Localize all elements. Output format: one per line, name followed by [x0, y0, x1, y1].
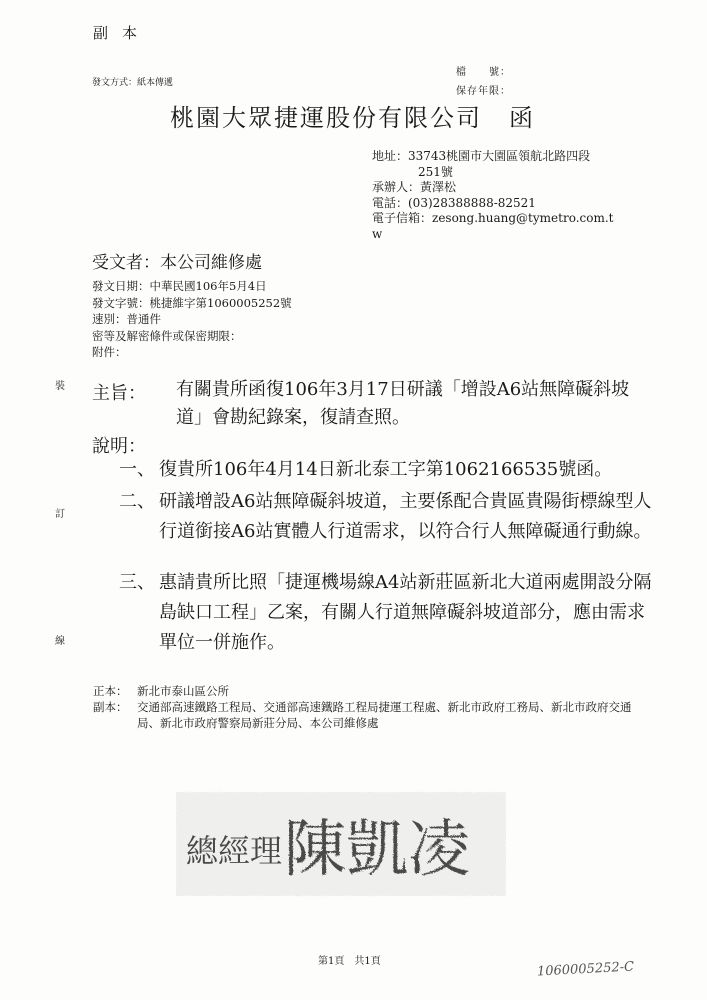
- copy-recipient-value: 交通部高速鐵路工程局、交通部高速鐵路工程局捷運工程處、新北市政府工務局、新北市政府交通局、新北市政府警察局新莊分局、本公司維修處: [137, 700, 632, 730]
- security-level: 密等及解密條件或保密期限：: [92, 328, 242, 343]
- address-line-1: 地址：33743桃園市大園區領航北路四段: [372, 149, 591, 163]
- issue-date: 發文日期：中華民國106年5月4日: [92, 279, 267, 293]
- page-number: 第1頁 共1頁: [318, 956, 381, 967]
- archive-number-label: 檔 號：: [456, 67, 511, 78]
- explanation-item: [119, 487, 659, 547]
- item-text: 研議增設A6站無障礙斜坡道，主要係配合貴區貴陽街標線型人行道銜接A6站實體人行道需求，以符合行人無障礙通行動線。: [159, 491, 652, 542]
- main-recipient-row: [93, 683, 633, 699]
- item-text: 惠請貴所比照「捷運機場線A4站新莊區新北大道兩處開設分隔島缺口工程」乙案，有關人行道無障礙斜坡道部分，應由需求單位一併施作。: [159, 572, 652, 653]
- binding-mark-1: 裝: [55, 381, 65, 392]
- email-line-1: 電子信箱：zesong.huang@tymetro.com.t: [372, 211, 614, 225]
- explanation-label: 說明：: [92, 436, 146, 457]
- binding-mark-2: 訂: [55, 509, 65, 520]
- organization-title: 桃園大眾捷運股份有限公司: [170, 104, 482, 132]
- copy-recipient-label: 副本：: [93, 700, 128, 714]
- email-line-2: w: [372, 226, 383, 241]
- document-meta: [92, 278, 292, 361]
- contact-block: [372, 149, 640, 242]
- main-recipient-value: 新北市泰山區公所: [137, 684, 229, 698]
- retention-period-label: 保存年限：: [456, 86, 511, 97]
- document-number: 發文字號：桃捷維字第1060005252號: [92, 295, 292, 310]
- binding-mark-3: 線: [55, 636, 65, 647]
- handwritten-note: 1060005252-C: [536, 959, 635, 980]
- recipient: 受文者：本公司維修處: [92, 253, 262, 273]
- delivery-speed: 速別：普通件: [92, 312, 161, 326]
- item-number: 二、: [119, 491, 155, 512]
- address-line-2: 251號: [418, 164, 453, 179]
- stamp-name: 陳凱凌: [284, 812, 471, 885]
- copy-recipient-row: [93, 699, 633, 731]
- copy-mark: 副本: [93, 24, 152, 42]
- attachment: 附件：: [92, 345, 127, 359]
- signature-stamp: [176, 790, 506, 898]
- stamp-title: 總經理: [186, 832, 283, 870]
- item-number: 三、: [119, 572, 155, 593]
- phone: 電話：(03)28388888-82521: [372, 195, 536, 210]
- explanation-item: [119, 455, 659, 485]
- send-method: 發文方式：紙本傳遞: [92, 78, 174, 88]
- explanation-item: [119, 568, 659, 658]
- subject-label: 主旨：: [92, 383, 146, 404]
- main-recipient-label: 正本：: [93, 684, 128, 698]
- subject-text: 有關貴所函復106年3月17日研議「增設A6站無障礙斜坡道」會勘紀錄案，復請查照。: [176, 379, 630, 428]
- handler: 承辦人：黃澤松: [372, 180, 457, 194]
- item-number: 一、: [119, 459, 155, 480]
- distribution-block: [93, 683, 633, 731]
- letter-type: 函: [509, 104, 533, 132]
- item-text: 復貴所106年4月14日新北泰工字第1062166535號函。: [159, 459, 613, 480]
